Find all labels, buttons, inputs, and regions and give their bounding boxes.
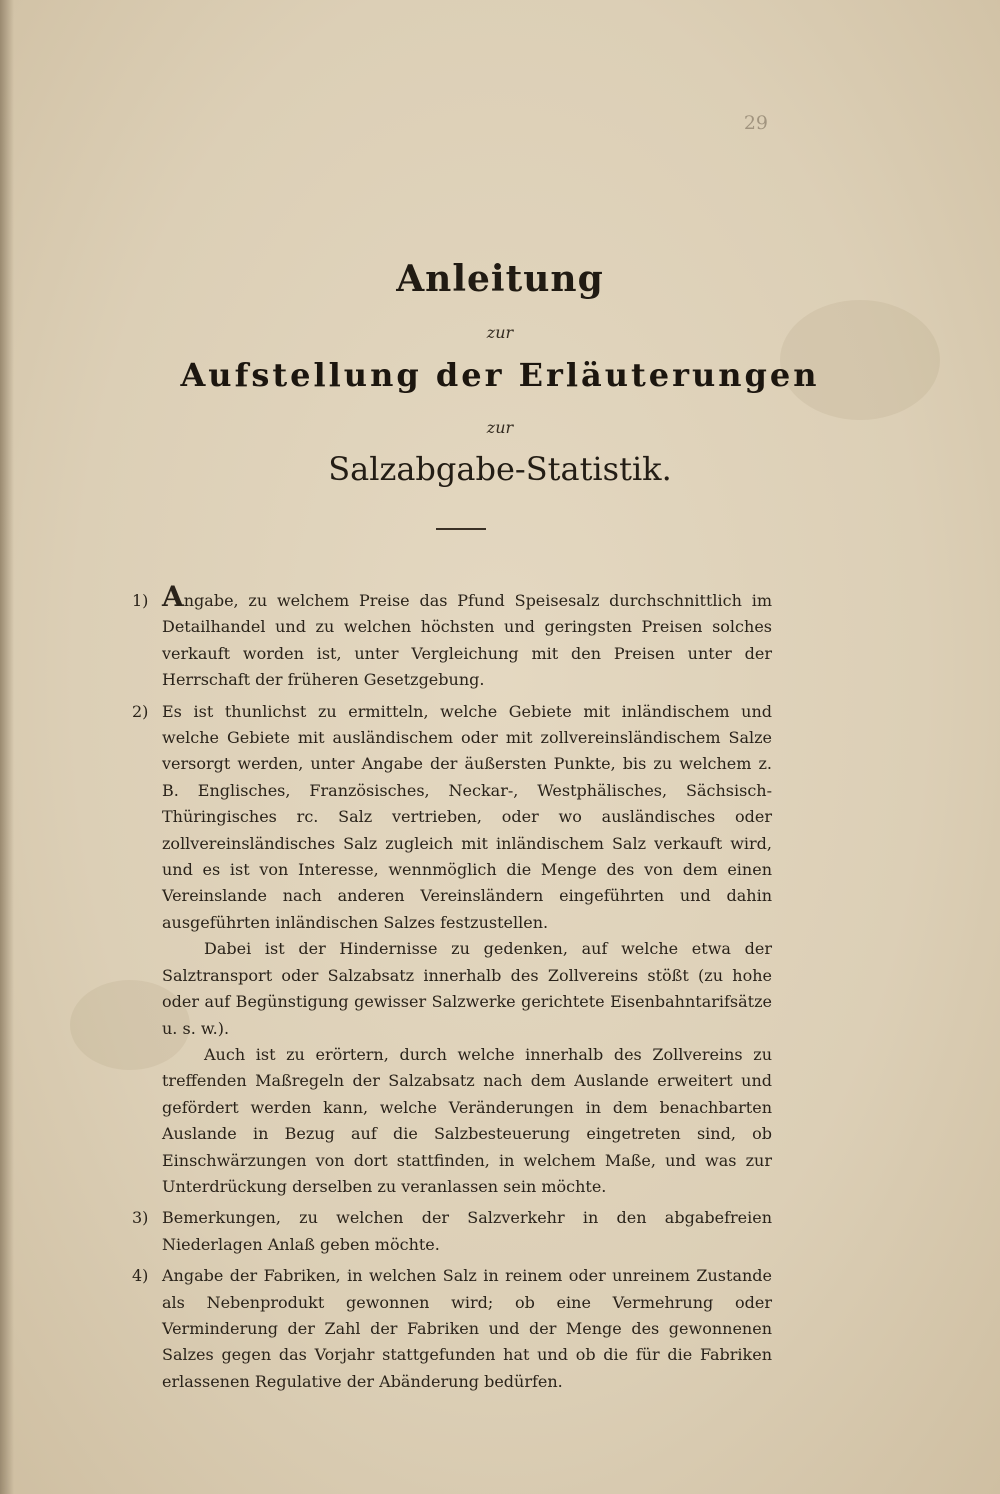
item-paragraph: Auch ist zu erörtern, durch welche innerhalb des Zollvereins zu treffenden Maßregeln der Salzabsatz nach dem Auslande erweitert und gefördert werden kann, welche Veränderungen in dem benachbarten Auslande in Bezug auf die Salzbesteuerung eingetreten sind, ob Einschwärzungen von dort stattfinden, in welchem Maße, und was zur Unterdrückung derselben zu veranlassen sein möchte. [162,1044,772,1196]
item-paragraph: Bemerkungen, zu welchen der Salzverkehr in den abgabefreien Niederlagen Anlaß geben möchte. [162,1208,772,1254]
item-paragraph: Es ist thunlichst zu ermitteln, welche Gebiete mit inländischem und welche Gebiete mit ausländischem oder mit zollvereinsländischem Salze versorgt werden, unter Angabe der äußersten Punkte, bis zu welchem z. B. Englisches, Französisches, Neckar-, Westphälisches, Sächsisch-Thüringisches rc. Salz vertrieben, oder wo ausländisches oder zollvereinsländisches Salz zugleich mit inländischem Salz verkauft wird, und es ist von Interesse, wennmöglich die Menge des von dem einen Vereinslande nach anderen Vereinsländern eingeführten und dahin ausgeführten inländischen Salzes festzustellen. [162,701,772,932]
title-sub: Aufstellung der Erläuterungen [180,356,820,394]
title-divider [436,528,486,530]
item-number: 2) [132,701,149,721]
list-item [132,1263,772,1395]
item-number: 3) [132,1208,149,1228]
title-connector-2: zur [486,418,514,437]
item-number: 1) [132,591,149,610]
binding-shadow [0,0,14,1494]
item-paragraph: Angabe der Fabriken, in welchen Salz in reinem oder unreinem Zustande als Nebenprodukt gewonnen wird; ob eine Vermehrung oder Verminderung der Zahl der Fabriken und der Menge des gewonnenen Salzes gegen das Vorjahr stattgefunden hat und ob die für die Fabriken erlassenen Regulative der Abänderung bedürfen. [162,1266,772,1391]
item-number: 4) [132,1266,149,1286]
page-number: 29 [743,112,768,134]
list-item [132,580,772,694]
item-paragraph: Dabei ist der Hindernisse zu gedenken, auf welche etwa der Salztransport oder Salzabsatz innerhalb des Zollvereins stößt (zu hohe oder auf Begünstigung gewisser Salzwerke gerichtete Eisenbahntarifsätze u. s. w.). [162,939,772,1038]
title-main: Anleitung [396,258,604,300]
drop-cap: A [162,580,184,613]
item-paragraph [162,580,772,694]
title-third: Salzabgabe-Statistik. [328,450,672,488]
paragraph-text: ngabe, zu welchem Preise das Pfund Speisesalz durchschnittlich im Detailhandel und zu welchen höchsten und geringsten Preisen solches verkauft worden ist, unter Vergleichung mit den Preisen unter der Herrschaft der früheren Gesetzgebung. [162,591,772,690]
list-item [132,699,772,1201]
instruction-list [132,580,772,1400]
list-item [132,1205,772,1258]
title-connector-1: zur [486,323,514,342]
